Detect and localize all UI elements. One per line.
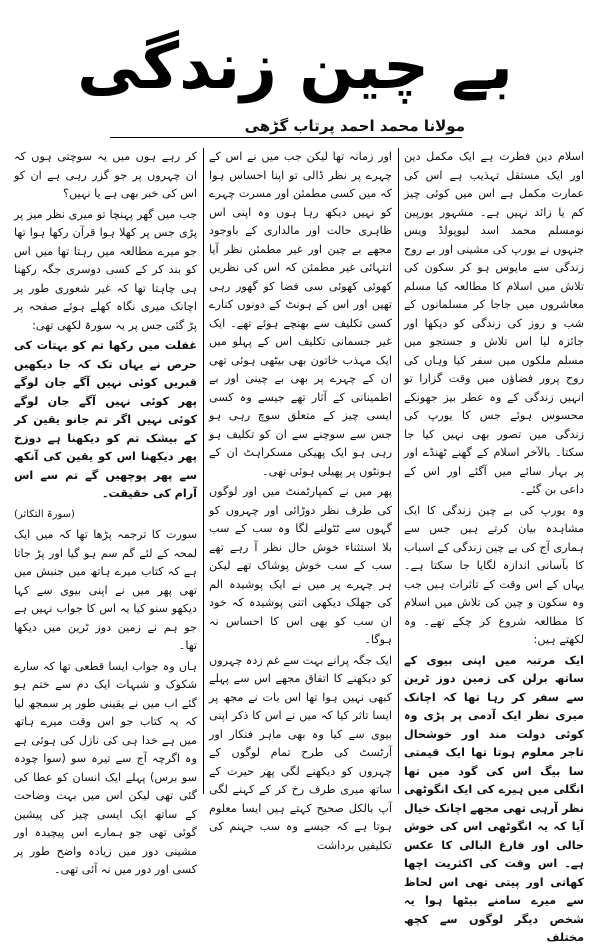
article-title: بے چین زندگی <box>77 30 513 104</box>
paragraph: پھر میں نے کمپارٹمنٹ میں اور لوگوں کی طرف نظر دوڑائی اور چہروں کو گہوں سے ٹٹولنے لگا وہ سب کے سب بلا استثناء خوش حال نظر آ رہے تھے سب کے سب خوش پوشاک تھے لیکن ہر چہرے پر میں نے ایک پوشیدہ الم کی جھلک دیکھی اتنی پوشیدہ کہ خود ان سب کو بھی اس کا احساس نہ ہوگا۔ <box>209 485 392 646</box>
paragraph: جب میں گھر پہنچا تو میری نظر میز پر پڑی جس پر کھلا ہوا قرآن رکھا ہوا تھا جو میرے مطالعہ میں رہتا تھا میں اس کو بند کر کے کسی دوسری جگہ رکھنا ہی چاہتا تھا کہ غیر شعوری طور پر اچانک میری نگاہ کھلے ہوئے صفحہ پر پڑ گئی جس پر یہ سورۃ لکھی تھی: <box>14 207 197 332</box>
paragraph: ہاں وہ جواب ایسا قطعی تھا کہ سارے شکوک و شبہات ایک دم سے ختم ہو گئے اب میں نے یقینی طور پر سمجھ لیا کہ یہ کتاب جو اس وقت میرے ہاتھ میں ہے خدا ہی کی نازل کی ہوئی ہے وہ اگرچہ آج سے تیرہ سو (سوا چودہ سو برس) پہلے ایک انسان کو عطا کی گئی تھی لیکن اس میں بہت وضاحت کے ساتھ ایک ایسی چیز کی پیشین گوئی تھی جو ہمارے اس پیچیدہ اور مشینی دور میں زیادہ واضح طور پر کسی اور دور میں نہ آئی تھی۔ <box>14 659 197 876</box>
paragraph: سورت کا ترجمہ پڑھا تھا کہ میں ایک لمحہ کے لئے گم سم ہو گیا اور پڑ جاتا ہے کہ کتاب میرے ہاتھ میں جنبش میں تھی پھر میں نے اپنی بیوی سے کہا دیکھو سنو کیا یہ اس کا جواب نہیں ہے جو ہم نے زمین دوز ٹرین میں دیکھا تھا۔ <box>14 528 197 652</box>
paragraph: ایک جگہ پرانے بہت سے غم زدہ چہروں کو دیکھنے کا اتفاق مجھے اس سے پہلے کبھی نہیں ہوا تھا اس بات نے مجھ پر ایسا تاثر کیا کہ میں نے اس کا ذکر اپنی بیوی سے کیا وہ بھی ماہر فنکار اور آرٹسٹ کی طرح تمام لوگوں کے چہروں کو دیکھنے لگی پھر حیرت کے ساتھ میری طرف رخ کر کے کہنے لگی آپ بالکل صحیح کہتے ہیں ایسا معلوم ہوتا ہے کہ جیسے وہ سب جہنم کی تکلیفیں برداشت <box>209 653 392 852</box>
author-byline: مولانا محمد احمد پرتاب گڑھی <box>244 117 465 135</box>
paragraph: اور زمانہ تھا لیکن جب میں نے اس کے چہرے پر نظر ڈالی تو اپنا احساس ہوا کہ میں کسی مطمئن اور مسرت چہرے کو نہیں دیکھ رہا ہوں وہ اپنی اس ظاہری حالت اور مالداری کے باوجود مجھے بے چین اور غیر مطمئن نظر آیا انتہائی غیر مطمئن کہ اس کی نظریں کھوئی کھوئی سی فضا کو گھور رہی تھیں اور اس کے ہونٹ کے دونوں کنارے کسی تکلیف سے بھنچے ہوئے تھے۔ ایک غیر جسمانی تکلیف اس کے پہلو میں ایک مہذب خاتون بھی بیٹھی ہوئی تھی ان کے چہرے پر بھی بے چینی اور بے اطمینانی کے آثار تھے جیسے وہ کسی ایسی چیز کے متعلق سوچ رہی ہو جس سے سوچنے سے ان کو تکلیف ہو رہی ہو ایک پھیکی مسکراہٹ ان کے ہونٹوں پر پھیلی ہوئی تھی۔ <box>209 150 392 478</box>
column-middle <box>209 148 392 852</box>
column-divider <box>398 148 399 794</box>
paragraph: وہ یورپ کی بے چین زندگی کا ایک مشاہدہ بیان کرتے ہیں جس سے ہماری آج کی بے چین زندگی کے اسباب کا بآسانی اندازہ لگایا جا سکتا ہے۔ یہاں کے اس وقت کے تاثرات ہیں جب وہ سکون و چین کی تلاش میں اسلام کا مطالعہ شروع کر چکے تھے۔ وہ لکھتے ہیں: <box>404 503 584 646</box>
column-left <box>14 148 197 876</box>
quran-translation: غفلت میں رکھا تم کو بہتات کی حرص نے یہاں تک کہ جا دیکھیں قبریں کوئی نہیں آگے جان لوگے پھر کوئی نہیں آگے جان لوگے کوئی نہیں اگر تم جانو یقین کر کے بیشک تم کو دیکھنا ہے دوزخ پھر دیکھنا اس کو یقین کی آنکھ سے پھر پوچھیں گے تم سے اس آرام کی حقیقت۔ <box>14 339 197 500</box>
quote-paragraph: ایک مرتبہ میں اپنی بیوی کے ساتھ برلن کی زمین دوز ٹرین سے سفر کر رہا تھا کہ اچانک میری نظر ایک آدمی پر پڑی وہ کوئی دولت مند اور خوشحال تاجر معلوم ہوتا تھا ایک قیمتی سا بیگ اس کی گود میں تھا انگلی میں ہیرے کی ایک انگوٹھی نظر آرہی تھی مجھے اچانک خیال آیا کہ یہ انگوٹھی اس کی خوش حالی اور فارغ البالی کا عکس ہے۔ اس وقت کی اکثریت اچھا کھاتی اور پیتی تھی اس لحاظ سے میرے سامنے بیٹھا ہوا یہ شخص دیگر لوگوں سے کچھ مختلف <box>404 653 584 944</box>
column-divider <box>203 148 204 794</box>
paragraph: کر رہے ہوں میں یہ سوچتی ہوں کہ ان چہروں پر جو گزر رہی ہے ان کو اس کی خبر بھی ہے یا نہیں؟ <box>14 150 197 200</box>
title-divider <box>110 137 462 138</box>
paragraph: اسلام دین فطرت ہے ایک مکمل دین اور ایک مستقل تہذیب ہے اس کی عمارت مکمل ہے اس میں کوئی چیز کم یا زائد نہیں ہے۔ مشہور یورپین نومسلم محمد اسد لیوپولڈ ویس جنہوں نے یورپ کی مشینی اور بے روح زندگی سے مایوس ہو کر سکون کی تلاش میں اسلام کا مطالعہ کیا مسلم معاشروں میں جاجا کر مسلمانوں کے شب و روز کی زندگی کو دیکھا اور جائزہ لیا اس تلاش و جستجو میں مسلم ملکوں میں سفر کیا وہاں کی روح پرور فضاؤں میں وقت گزارا تو انہیں زندگی کے وہ عطر بیز جھونکے محسوس ہوئے جس کا یورپ کی زندگی میں تصور بھی نہیں کیا جا سکتا۔ بالآخر اسلام کے گھنے ٹھنڈے اور پر بہار سائے میں آگئے اور اس کے داعی بن گئے۔ <box>404 150 584 496</box>
surah-reference: (سورۃ التکاثر) <box>14 508 75 520</box>
column-right <box>404 148 584 944</box>
